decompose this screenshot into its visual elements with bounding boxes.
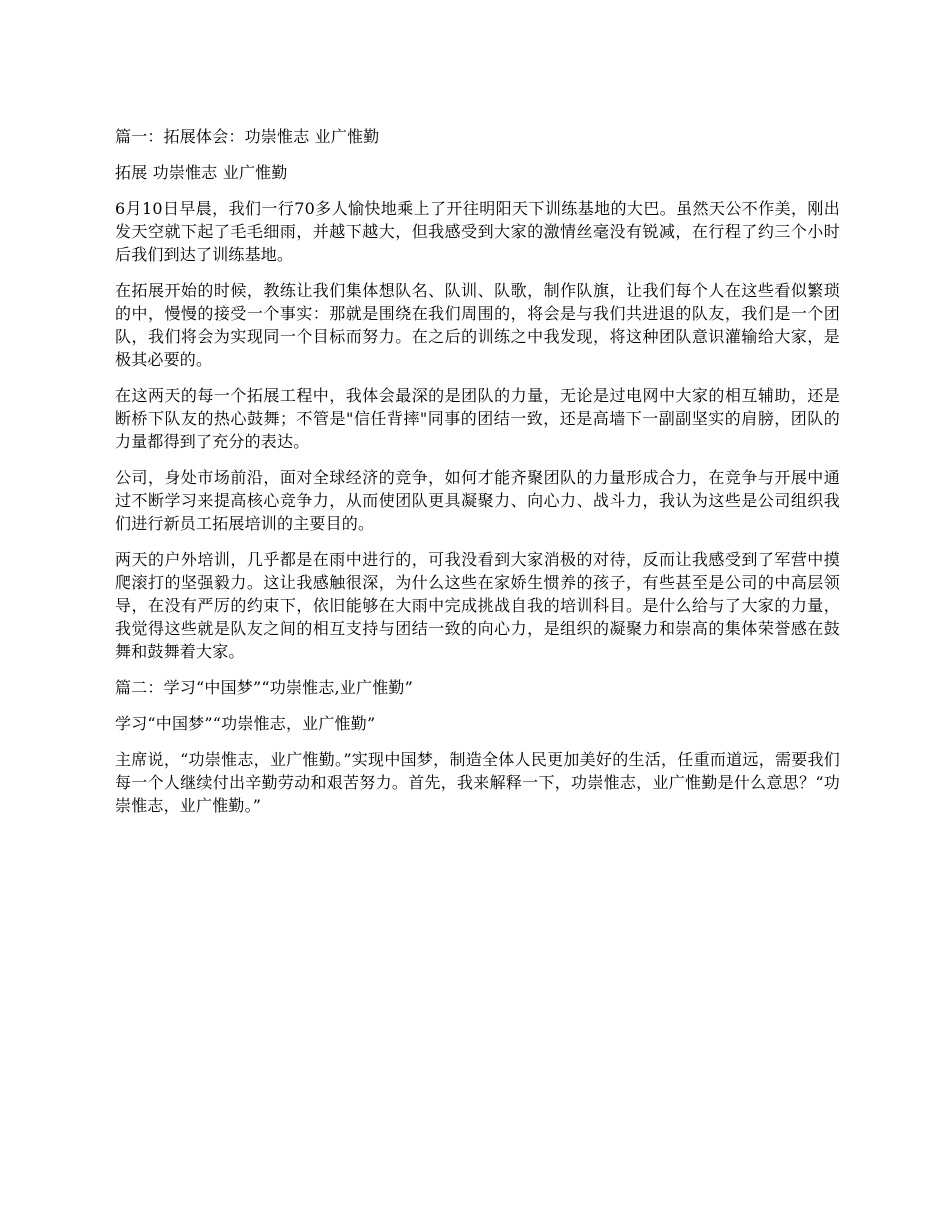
section-one-subtitle: 拓展 功崇惟志 业广惟勤 — [115, 163, 288, 182]
document-body — [115, 125, 840, 830]
body-paragraph: 在拓展开始的时候，教练让我们集体想队名、队训、队歌，制作队旗，让我们每个人在这些看似繁琐的中，慢慢的接受一个事实：那就是围绕在我们周围的，将会是与我们共进退的队友，我们是一个团队，我们将会为实现同一个目标而努力。在之后的训练之中我发现，将这种团队意识灌输给大家，是极其必要的。 — [115, 281, 840, 369]
body-paragraph: 两天的户外培训，几乎都是在雨中进行的，可我没看到大家消极的对待，反而让我感受到了军营中摸爬滚打的坚强毅力。这让我感触很深，为什么这些在家娇生惯养的孩子，有些甚至是公司的中高层领导，在没有严厉的约束下，依旧能够在大雨中完成挑战自我的培训科目。是什么给与了大家的力量，我觉得这些就是队友之间的相互支持与团结一致的向心力，是组织的凝聚力和崇高的集体荣誉感在鼓舞和鼓舞着大家。 — [115, 550, 840, 661]
body-paragraph: 在这两天的每一个拓展工程中，我体会最深的是团队的力量，无论是过电网中大家的相互辅助，还是断桥下队友的热心鼓舞；不管是"信任背摔"同事的团结一致，还是高墙下一副副坚实的肩膀，团队的力量都得到了充分的表达。 — [115, 386, 840, 451]
body-paragraph: 主席说，“功崇惟志，业广惟勤。”实现中国梦，制造全体人民更加美好的生活，任重而道远，需要我们每一个人继续付出辛勤劳动和艰苦努力。首先，我来解释一下，功崇惟志，业广惟勤是什么意思？“功崇惟志，业广惟勤。” — [115, 750, 840, 815]
body-paragraph: 公司，身处市场前沿，面对全球经济的竞争，如何才能齐聚团队的力量形成合力，在竞争与开展中通过不断学习来提高核心竞争力，从而使团队更具凝聚力、向心力、战斗力，我认为这些是公司组织我们进行新员工拓展培训的主要目的。 — [115, 468, 840, 533]
section-two-title: 篇二：学习“中国梦”“功崇惟志,业广惟勤” — [115, 678, 414, 697]
section-two-subtitle: 学习“中国梦”“功崇惟志，业广惟勤” — [115, 714, 376, 733]
section-one-title: 篇一：拓展体会：功崇惟志 业广惟勤 — [115, 127, 380, 146]
body-paragraph: 6月10日早晨，我们一行70多人愉快地乘上了开往明阳天下训练基地的大巴。虽然天公不作美，刚出发天空就下起了毛毛细雨，并越下越大，但我感受到大家的激情丝毫没有锐减，在行程了约三个小时后我们到达了训练基地。 — [115, 199, 840, 264]
